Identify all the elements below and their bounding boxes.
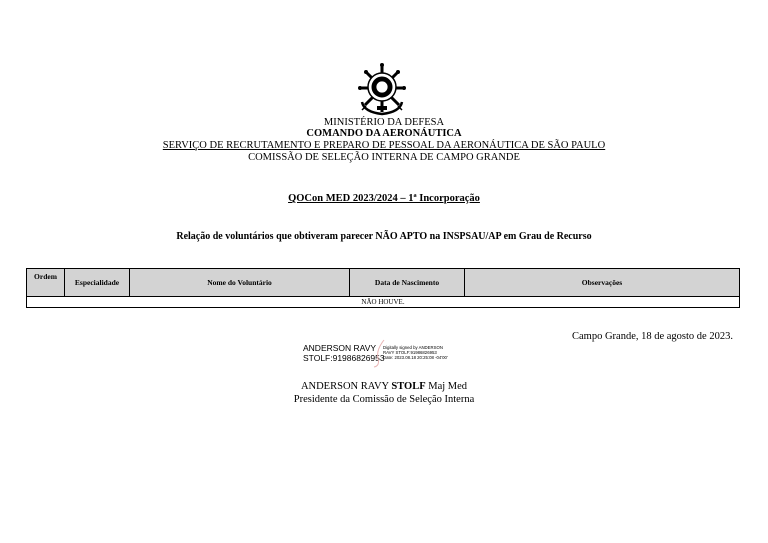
place-date: Campo Grande, 18 de agosto de 2023.	[572, 331, 733, 342]
document-subtitle: Relação de voluntários que obtiveram parecer NÃO APTO na INSPSAU/AP em Grau de Recurso	[176, 231, 592, 242]
column-header-observacoes: Observações	[465, 269, 740, 297]
column-header-data-nascimento: Data de Nascimento	[350, 269, 465, 297]
column-header-especialidade: Especialidade	[65, 269, 130, 297]
column-header-nome: Nome do Voluntário	[130, 269, 350, 297]
signatory-role: Presidente da Comissão de Seleção Interna	[293, 394, 475, 405]
header-ministry: MINISTÉRIO DA DEFESA	[323, 117, 445, 128]
signature-name-line1: ANDERSON RAVY	[303, 343, 377, 353]
signatory-name-prefix: ANDERSON RAVY	[300, 381, 392, 392]
signature-name-line2: STOLF:91986826953	[303, 353, 385, 363]
header-command: COMANDO DA AERONÁUTICA	[306, 128, 462, 139]
digital-signature-details	[383, 345, 448, 361]
table-header-row	[27, 269, 740, 297]
signatory-name	[0, 381, 768, 392]
signature-detail-line2: RAVY STOLF:91986826953	[383, 350, 437, 356]
header-commission: COMISSÃO DE SELEÇÃO INTERNA DE CAMPO GRANDE	[248, 152, 520, 163]
column-header-ordem: Ordem	[27, 269, 65, 297]
signatory-surname: STOLF	[391, 381, 426, 392]
signatory-rank: Maj Med	[425, 381, 468, 392]
table-row	[27, 297, 740, 308]
empty-message: NÃO HOUVE.	[27, 297, 740, 308]
header-service-text: SERVIÇO DE RECRUTAMENTO E PREPARO DE PESSOAL DA AERONÁUTICA DE SÃO PAULO	[162, 140, 606, 151]
volunteers-table	[26, 268, 740, 308]
header-service	[0, 140, 768, 151]
signature-detail-line3: Date: 2023.08.18 20:25:08 -04'00'	[383, 355, 448, 361]
signature-detail-line1: Digitally signed by ANDERSON	[383, 345, 443, 350]
coat-of-arms-emblem	[356, 62, 408, 116]
document-title: QOCon MED 2023/2024 – 1ª Incorporação	[288, 193, 480, 204]
